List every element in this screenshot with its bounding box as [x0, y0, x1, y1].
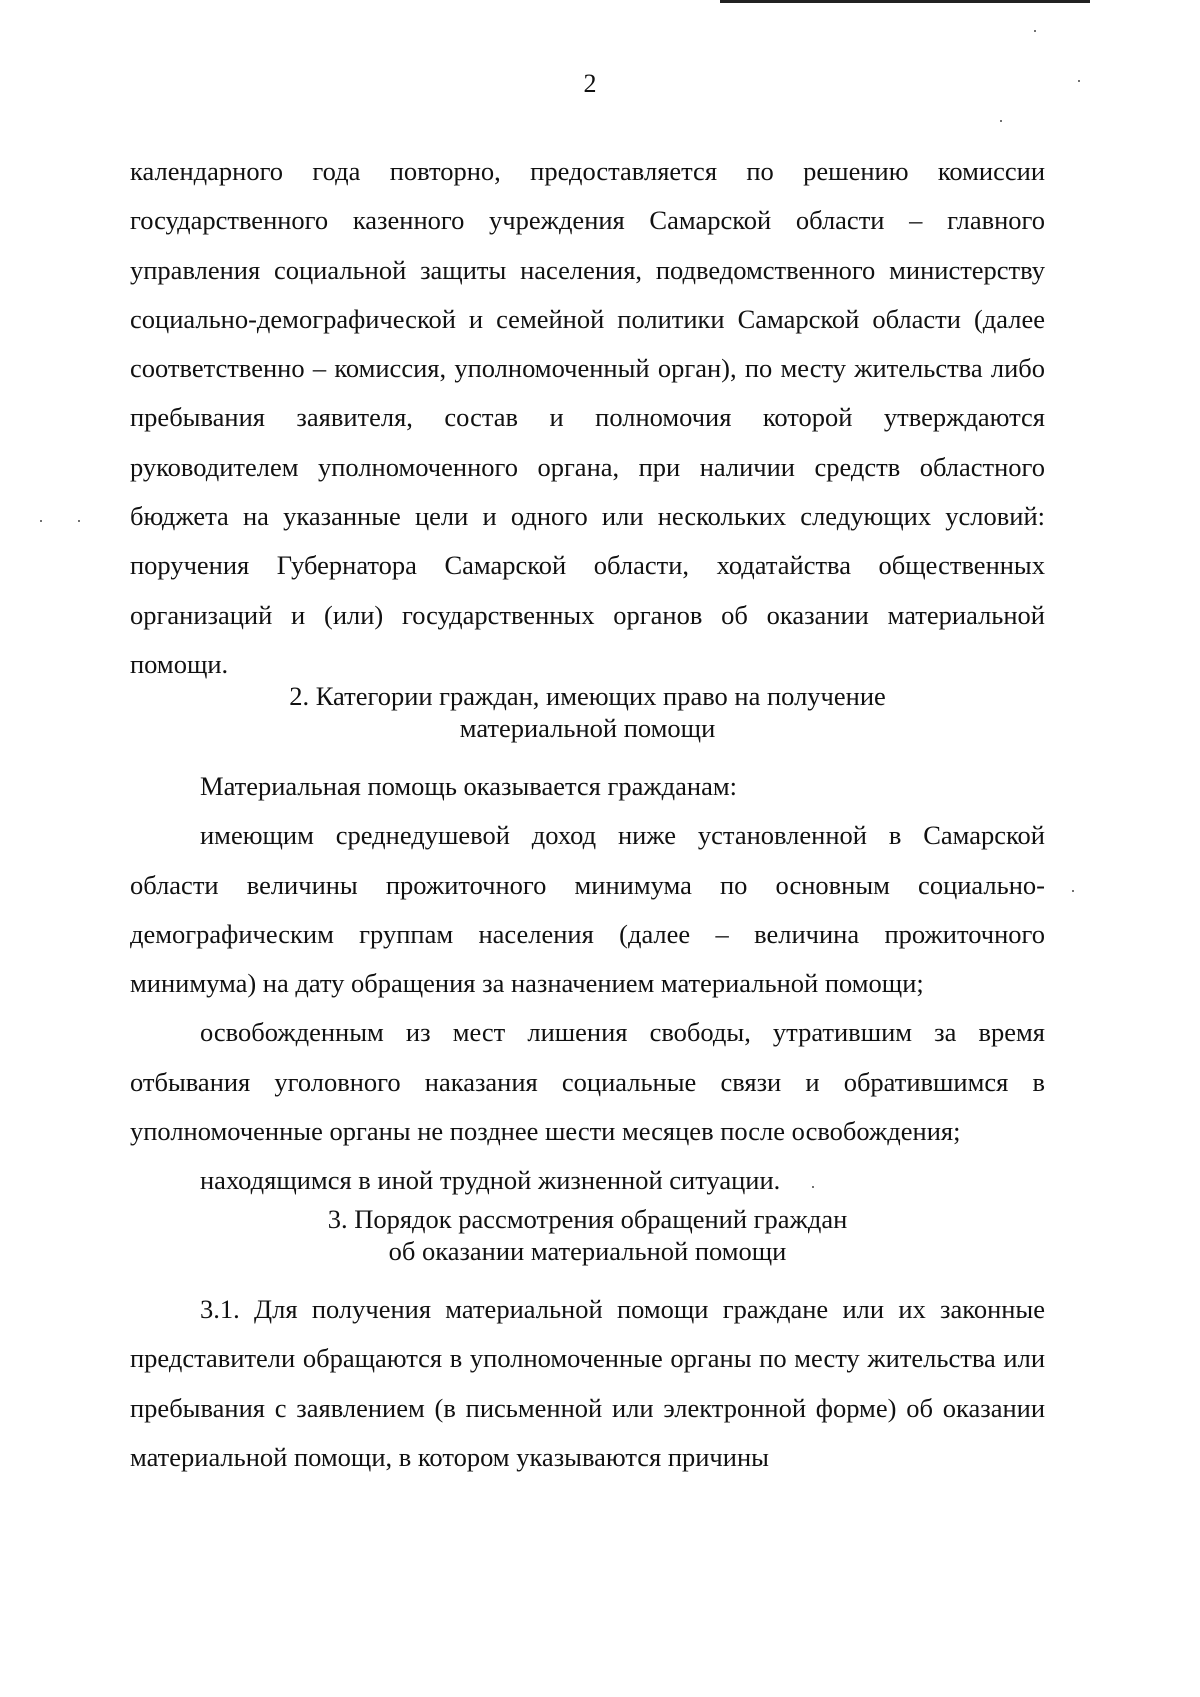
section-3-heading-line-2: об оказании материальной помощи — [388, 1236, 787, 1266]
section-2-body — [130, 762, 1045, 1206]
scan-speck — [78, 520, 80, 522]
section-3-heading-line-1: 3. Порядок рассмотрения обращений граждан — [327, 1204, 848, 1234]
list-item-difficult-situation: находящимся в иной трудной жизненной ситуации. — [200, 1165, 781, 1196]
section-2-heading — [130, 680, 1045, 744]
section-3-heading — [130, 1203, 1045, 1267]
page-number: 2 — [583, 69, 597, 98]
section-1-body — [130, 147, 1045, 689]
section-2-heading-line-1: 2. Категории граждан, имеющих право на получение — [289, 681, 886, 711]
scan-speck — [812, 1186, 814, 1188]
section-3-body — [130, 1285, 1045, 1482]
list-item-released: освобожденным из мест лишения свободы, утратившим за время отбывания уголовного наказания социальные связи и обратившимся в уполномоченные органы не позднее шести месяцев после освобождения; — [130, 1017, 1045, 1147]
top-rule — [720, 0, 1090, 3]
continuation-paragraph: календарного года повторно, предоставляется по решению комиссии государственного казенного учреждения Самарской области – главного управления социальной защиты населения, подведомственного министерству социально-демографической и семейной политики Самарской области (далее соответственно – комиссия, уполномоченный орган), по месту жительства либо пребывания заявителя, состав и полномочия которой утверждаются руководителем уполномоченного органа, при наличии средств областного бюджета на указанные цели и одного или нескольких следующих условий: поручения Губернатора Самарской области, ходатайства общественных организаций и (или) государственных органов об оказании материальной помощи. — [130, 156, 1045, 679]
scan-speck — [1000, 120, 1002, 122]
scan-speck — [1034, 30, 1036, 32]
section-2-intro: Материальная помощь оказывается гражданам: — [200, 771, 737, 801]
scan-speck — [1072, 890, 1074, 892]
paragraph-3-1: 3.1. Для получения материальной помощи граждане или их законные представители обращаются в уполномоченные органы по месту жительства или пребывания с заявлением (в письменной или электронной форме) об оказании материальной помощи, в котором указываются причины — [130, 1294, 1045, 1472]
scan-speck — [1078, 80, 1080, 82]
scan-speck — [40, 520, 42, 522]
list-item-income: имеющим среднедушевой доход ниже установленной в Самарской области величины прожиточного минимума по основным социально-демографическим группам населения (далее – величина прожиточного минимума) на дату обращения за назначением материальной помощи; — [130, 820, 1045, 999]
section-2-heading-line-2: материальной помощи — [459, 713, 716, 743]
